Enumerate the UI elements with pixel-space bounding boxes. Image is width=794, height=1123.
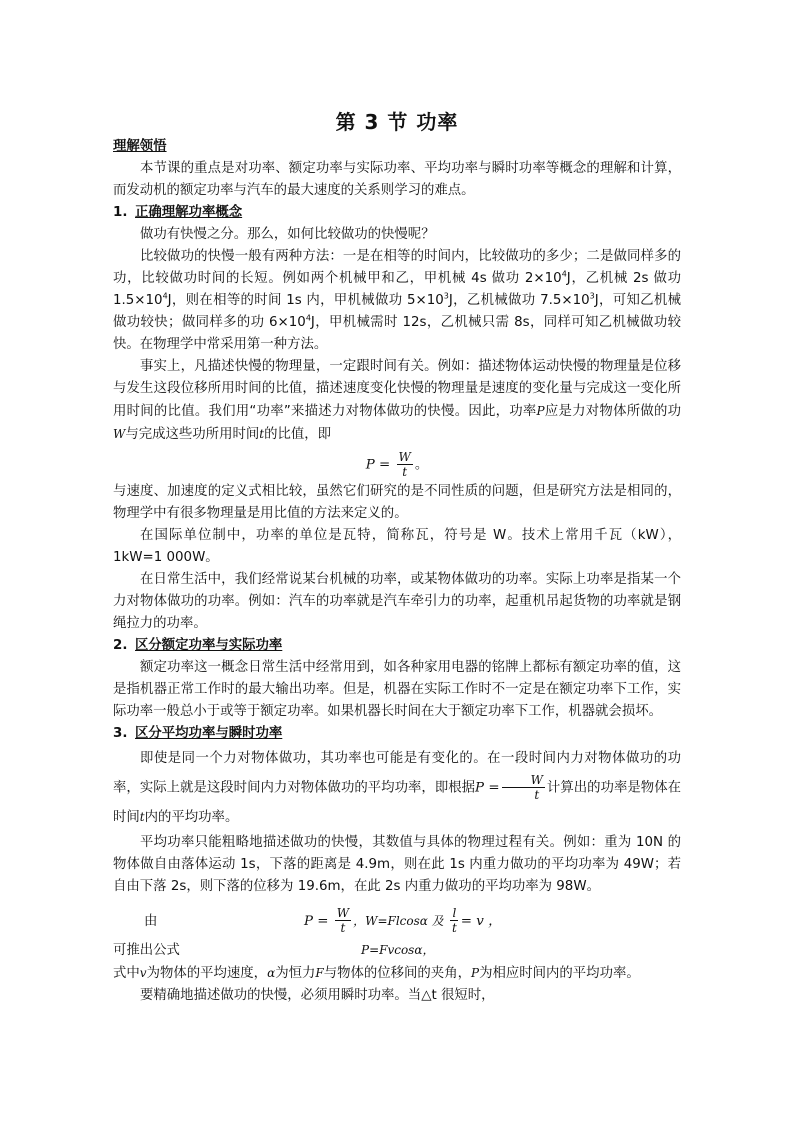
- text-run: 式中: [113, 965, 140, 981]
- exponent: 3: [443, 291, 449, 301]
- section-3-heading: [113, 723, 681, 745]
- exponent: 4: [305, 313, 311, 323]
- fraction: [335, 906, 351, 935]
- section-1-paragraph-2: [113, 246, 681, 356]
- text-run: J，可知乙机械做功较快；做同样多的功 6×10: [113, 293, 681, 330]
- formula-lhs: P =: [304, 913, 329, 929]
- derivation-equation-line: [113, 904, 681, 939]
- text-run: 为相应时间内的平均功率。: [479, 965, 640, 981]
- text-run: 的比值，即: [264, 427, 332, 442]
- text-run: J，乙机械 2s 做功 1.5×10: [113, 271, 681, 308]
- text-run: 即使是同一个力对物体做功，其功率也可能是有变化的。在一段时间内力对物体做功的功率，实际上就是这段时间内力对物体做功的平均功率，即根据: [113, 751, 681, 796]
- section-1-paragraph-4: 与速度、加速度的定义式相比较，虽然它们研究的是不同性质的问题，但是研究方法是相同的，物理学中有很多物理量是用比值的方法来定义的。: [113, 484, 681, 521]
- fraction-denominator: t: [534, 788, 540, 802]
- section-1-paragraph-3: [113, 356, 681, 446]
- intro-heading: 理解领悟: [113, 139, 167, 154]
- text-run: 比较做功的快慢一般有两种方法：一是在相等的时间内，比较做功的多少；二是做同样多的功，比较做功时间的长短。例如两个机械甲和乙，甲机械 4s 做功 2×10: [113, 249, 681, 286]
- text-run: J，甲机械需时 12s，乙机械只需 8s，同样可知乙机械做功较快。在物理学中常采用第一种方法。: [113, 315, 681, 352]
- section-1-number: 1.: [113, 205, 128, 220]
- text-run: 与物体的位移间的夹角，: [323, 965, 471, 981]
- formula-lhs: P =: [475, 780, 500, 796]
- symbol-alpha: α: [267, 965, 276, 980]
- fraction-denominator: t: [451, 921, 457, 935]
- formula-power-definition: [113, 450, 681, 479]
- text-run: 与完成这些功所用时间: [125, 427, 260, 442]
- fraction-numerator: l: [452, 906, 457, 920]
- section-3-paragraph-4: 要精确地描述做功的快慢，必须用瞬时功率。当△t 很短时，: [140, 987, 495, 1003]
- derive-label: 可推出公式: [113, 942, 180, 958]
- fraction: [502, 773, 545, 802]
- fraction-numerator: W: [502, 773, 545, 788]
- text-run: J，则在相等的时间 1s 内，甲机械做功 5×10: [167, 293, 444, 308]
- symbol-W: W: [113, 427, 126, 441]
- page-title: 第 3 节 功率: [335, 110, 459, 134]
- section-1-title: 正确理解功率概念: [135, 205, 243, 220]
- section-2-title: 区分额定功率与实际功率: [135, 638, 283, 653]
- fraction-numerator: W: [336, 906, 350, 920]
- text-run: 计算出的功率是物体在时间: [113, 780, 681, 825]
- symbol-F: F: [315, 965, 324, 980]
- text-run: 为恒力: [275, 965, 316, 981]
- fraction-denominator: t: [340, 921, 346, 935]
- symbol-P: P: [536, 404, 545, 418]
- text-run: J，乙机械做功 7.5×10: [448, 293, 590, 308]
- text-run: 应是力对物体所做的功: [544, 404, 682, 419]
- text-run: 事实上，凡描述快慢的物理量，一定跟时间有关。例如：描述物体运动快慢的物理量是位移与发生这段位移所用时间的比值，描述速度变化快慢的物理量是速度的变化量与完成这一变化所用时间的比值。我们用“功率”来描述力对物体做功的快慢。因此，功率: [113, 359, 681, 419]
- text-run: 为物体的平均速度，: [146, 965, 268, 981]
- section-3-number: 3.: [113, 726, 128, 741]
- fraction-denominator: t: [402, 465, 408, 479]
- section-3-paragraph-3: [113, 962, 681, 985]
- section-1-heading: [113, 202, 681, 224]
- formula-middle: ，W=Flcosα 及: [353, 913, 444, 928]
- formula-rhs: = v ，: [460, 913, 502, 929]
- derived-formula-line: [113, 939, 681, 962]
- section-1-paragraph-6: 在日常生活中，我们经常说某台机械的功率，或某物体做功的功率。实际上功率是指某一个力对物体做功的功率。例如：汽车的功率就是汽车牵引力的功率，起重机吊起货物的功率就是钢绳拉力的功率。: [113, 572, 681, 631]
- fraction: [450, 906, 459, 935]
- fraction: [397, 450, 413, 479]
- formula-lhs: P =: [365, 457, 391, 473]
- text-run: 内的平均功率。: [144, 809, 239, 825]
- section-3-paragraph-2: 平均功率只能粗略地描述做功的快慢，其数值与具体的物理过程有关。例如：重为 10N 的物体做自由落体运动 1s，下落的距离是 4.9m，则在此 1s 内重力做功的平均功率为 49W；若自由下落 2s，则下落的位移为 19.6m，在此 2s 内重力做功的平均功率为 98W。: [113, 834, 681, 894]
- section-2-number: 2.: [113, 638, 128, 653]
- section-3-paragraph-1: [113, 745, 681, 832]
- symbol-t: t: [139, 809, 145, 824]
- intro-paragraph: 本节课的重点是对功率、额定功率与实际功率、平均功率与瞬时功率等概念的理解和计算，而发动机的额定功率与汽车的最大速度的关系则学习的难点。: [113, 161, 681, 198]
- exponent: 3: [589, 291, 595, 301]
- formula-end: 。: [414, 457, 429, 473]
- section-2-paragraph-1: 额定功率这一概念日常生活中经常用到，如各种家用电器的铭牌上都标有额定功率的值，这是指机器正常工作时的最大输出功率。但是，机器在实际工作时不一定是在额定功率下工作，实际功率一般总小于或等于额定功率。如果机器长时间在大于额定功率下工作，机器就会损坏。: [113, 660, 681, 719]
- symbol-t: t: [259, 427, 265, 441]
- content-body: [113, 136, 681, 1007]
- derivation-prefix: 由: [144, 913, 158, 929]
- exponent: 4: [162, 291, 168, 301]
- section-1-paragraph-1: 做功有快慢之分。那么，如何比较做功的快慢呢？: [140, 227, 435, 242]
- symbol-P: P: [470, 965, 480, 980]
- section-2-heading: [113, 635, 681, 657]
- section-3-title: 区分平均功率与瞬时功率: [135, 726, 283, 741]
- section-1-paragraph-5: 在国际单位制中，功率的单位是瓦特，简称瓦，符号是 W。技术上常用千瓦（kW），1kW=1 000W。: [113, 528, 681, 565]
- fraction-numerator: W: [398, 450, 411, 464]
- symbol-v: v: [139, 965, 147, 980]
- exponent: 4: [561, 269, 567, 279]
- derived-formula: P=Fvcosα，: [361, 942, 435, 957]
